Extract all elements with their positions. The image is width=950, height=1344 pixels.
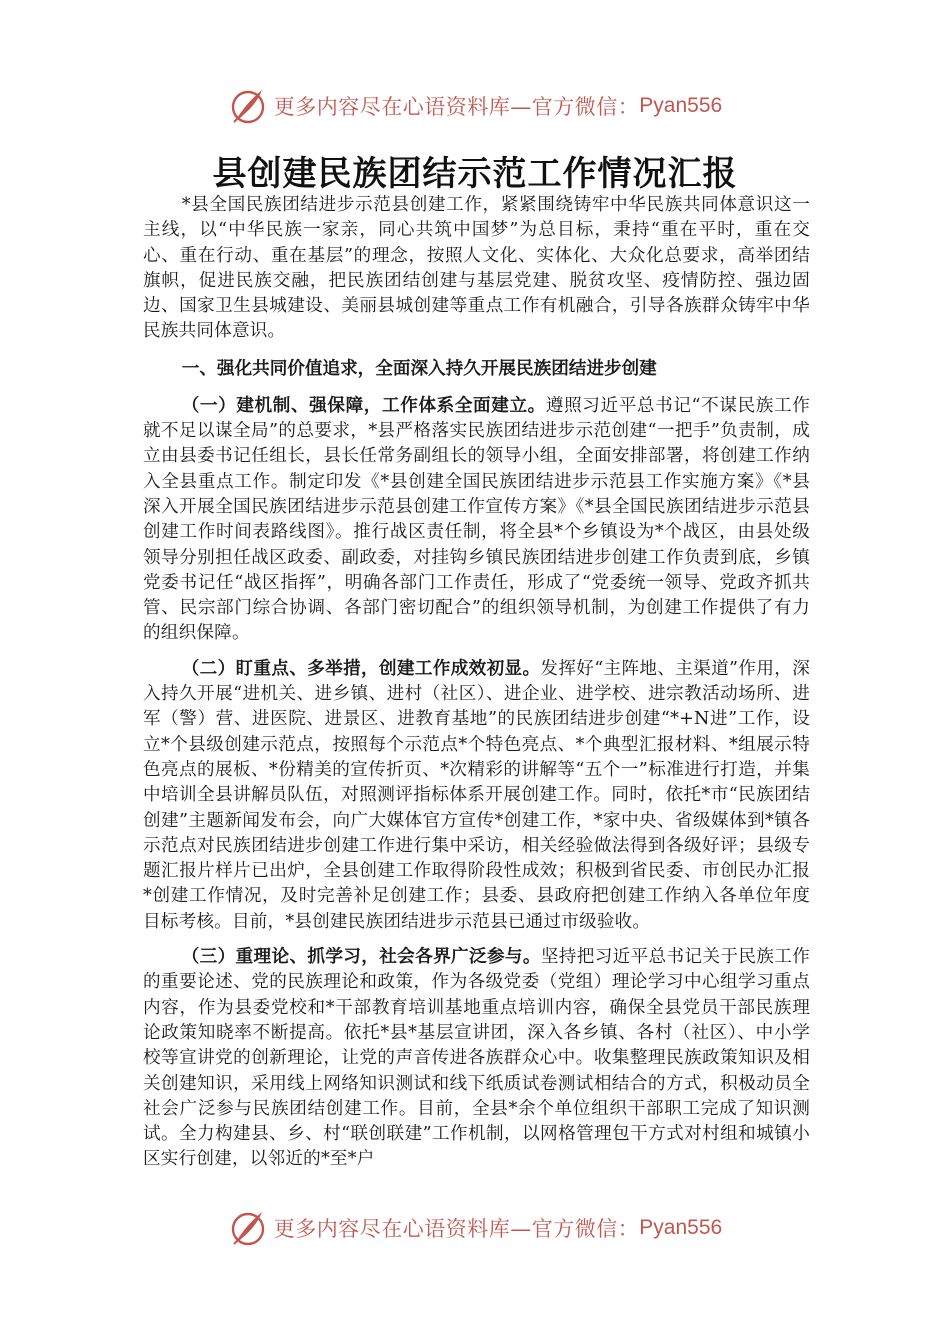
subsection-body-3: 坚持把习近平总书记关于民族工作的重要论述、党的民族理论和政策，作为各级党委（党组）理论学习中心组学习重点内容，作为县委党校和*干部教育培训基地重点培训内容，确保全县党员干部民族理论政策知晓率不断提高。依托*县*基层宣讲团，深入各乡镇、各村（社区）、中小学校等宣讲党的创新理论，让党的声音传进各族群众心中。收集整理民族政策知识及相关创建知识，采用线上网络知识测试和线下纸质试卷测试相结合的方式，积极动员全社会广泛参与民族团结创建工作。目前，全县*余个单位组织干部职工完成了知识测试。全力构建县、乡、村“联创联建”工作机制，以网格管理包干方式对村组和城镇小区实行创建，以邻近的*至*户 bbox=[143, 947, 810, 1170]
intro-paragraph: *县全国民族团结进步示范县创建工作，紧紧围绕铸牢中华民族共同体意识这一主线，以“中华民族一家亲，同心共筑中国梦”为总目标，秉持“重在平时，重在交心、重在行动、重在基层”的理念，按照人文化、实体化、大众化总要求，高举团结旗帜，促进民族交融，把民族团结创建与基层党建、脱贫攻坚、疫情防控、强边固边、国家卫生县城建设、美丽县城创建等重点工作有机融合，引导各族群众铸牢中华民族共同体意识。 bbox=[143, 195, 810, 342]
subsection-body-2: 发挥好“主阵地、主渠道”作用，深入持久开展“进机关、进乡镇、进村（社区）、进企业、进学校、进宗教活动场所、进军（警）营、进医院、进景区、进教育基地”的民族团结进步创建“*+N进”工作，设立*个县级创建示范点，按照每个示范点*个特色亮点、*个典型汇报材料、*组展示特色亮点的展板、*份精美的宣传折页、*次精彩的讲解等“五个一”标准进行打造，并集中培训全县讲解员队伍，对照测评指标体系开展创建工作。同时，依托*市“民族团结创建”主题新闻发布会，向广大媒体官方宣传*创建工作，*家中央、省级媒体到*镇各示范点对民族团结进步创建工作进行集中采访，相关经验做法得到各级好评；县级专题汇报片样片已出炉，全县创建工作取得阶段性成效；积极到省民委、市创民办汇报*创建工作情况，及时完善补足创建工作；县委、县政府把创建工作纳入各单位年度目标考核。目前，*县创建民族团结进步示范县已通过市级验收。 bbox=[143, 658, 810, 932]
watermark-banner-bottom bbox=[0, 1206, 950, 1250]
subsection-paragraph-2 bbox=[143, 657, 810, 935]
watermark-wechat-id: Pyan556 bbox=[639, 1216, 723, 1239]
subsection-paragraph-1 bbox=[143, 394, 810, 647]
subsection-body-1: 遵照习近平总书记“不谋民族工作就不足以谋全局”的总要求，*县严格落实民族团结进步示范创建“一把手”负责制，成立由县委书记任组长，县长任常务副组长的领导小组，全面安排部署，将创建工作纳入全县重点工作。制定印发《*县创建全国民族团结进步示范县工作实施方案》《*县深入开展全国民族团结进步示范县创建工作宣传方案》《*县全国民族团结进步示范县创建工作时间表路线图》。推行战区责任制，将全县*个乡镇设为*个战区，由县处级领导分别担任战区政委、副政委，对挂钩乡镇民族团结进步创建工作负责到底，乡镇党委书记任“战区指挥”，明确各部门工作责任，形成了“党委统一领导、党政齐抓共管、民宗部门综合协调、各部门密切配合”的组织领导机制，为创建工作提供了有力的组织保障。 bbox=[143, 395, 810, 644]
watermark-wechat-id: Pyan556 bbox=[639, 94, 723, 117]
watermark-banner-top bbox=[0, 84, 950, 128]
subsection-lead-3: （三）重理论、抓学习，社会各界广泛参与。 bbox=[181, 947, 541, 968]
watermark-text: 更多内容尽在心语资料库—官方微信： bbox=[273, 95, 640, 119]
subsection-lead-1: （一）建机制、强保障，工作体系全面建立。 bbox=[181, 395, 546, 416]
document-title: 县创建民族团结示范工作情况汇报 bbox=[212, 154, 738, 194]
quill-logo-icon bbox=[228, 86, 268, 126]
watermark-text: 更多内容尽在心语资料库—官方微信： bbox=[273, 1217, 640, 1241]
section-heading: 一、强化共同价值追求，全面深入持久开展民族团结进步创建 bbox=[181, 358, 657, 379]
subsection-paragraph-3 bbox=[143, 945, 810, 1173]
quill-logo-icon bbox=[228, 1208, 268, 1248]
subsection-lead-2: （二）盯重点、多举措，创建工作成效初显。 bbox=[181, 658, 541, 679]
document-body bbox=[143, 193, 810, 1173]
